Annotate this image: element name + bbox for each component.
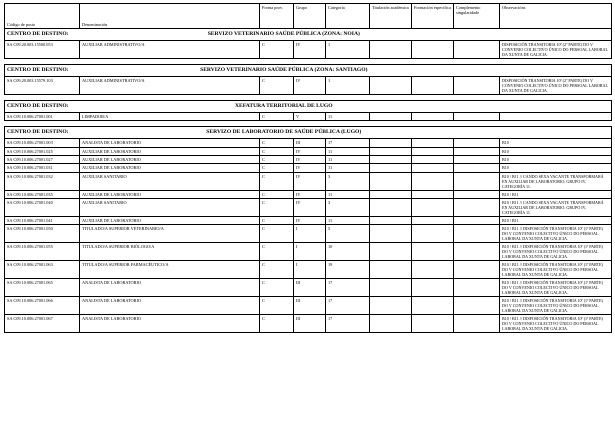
- row-code: SA C09.20.003.15579.103: [5, 76, 80, 94]
- row-code: SA C09.10.006.27001.041: [5, 216, 80, 224]
- row-formacion: [412, 279, 454, 297]
- section-label: CENTRO DE DESTINO:: [7, 129, 69, 136]
- row-forma-prov: C: [260, 198, 294, 216]
- row-categoria: 17: [326, 279, 370, 297]
- row-categoria: 11: [326, 164, 370, 172]
- row-forma-prov: C: [260, 164, 294, 172]
- row-observacions: B10 / B11 // CANDO SEXA VACANTE TRANSFORMARÁ EN AUXILIAR DE LABORATORIO, GRUPO IV, CATEGORÍA 11.: [500, 172, 612, 190]
- row-complemento: [454, 243, 500, 261]
- row-grupo: IV: [294, 190, 326, 198]
- row-grupo: I: [294, 243, 326, 261]
- row-titulacion: [370, 216, 412, 224]
- table-row: [5, 40, 612, 58]
- row-grupo: V: [294, 112, 326, 120]
- row-denomination: ANALISTA DE LABORATORIO: [80, 315, 260, 333]
- row-denomination: AUXILIAR DE LABORATORIO: [80, 190, 260, 198]
- row-denomination: AUXILIAR SANITARIO: [80, 198, 260, 216]
- row-forma-prov: C: [260, 112, 294, 120]
- row-formacion: [412, 147, 454, 155]
- row-complemento: [454, 76, 500, 94]
- section-header-cell: [5, 29, 612, 41]
- row-formacion: [412, 112, 454, 120]
- row-observacions: B10: [500, 147, 612, 155]
- table-row: [5, 315, 612, 333]
- column-header-titulacion: Titulación académica: [370, 4, 412, 29]
- job-positions-table: [4, 3, 612, 333]
- row-denomination: LIMPADOR/A: [80, 112, 260, 120]
- row-formacion: [412, 261, 454, 279]
- column-header-forma-prov: Forma prov.: [260, 4, 294, 29]
- row-denomination: TITULADO/A SUPERIOR VETERINARIO/A: [80, 225, 260, 243]
- row-forma-prov: C: [260, 216, 294, 224]
- row-denomination: AUXILIAR DE LABORATORIO: [80, 216, 260, 224]
- row-complemento: [454, 40, 500, 58]
- table-row: [5, 76, 612, 94]
- row-forma-prov: C: [260, 172, 294, 190]
- row-grupo: I: [294, 261, 326, 279]
- row-complemento: [454, 164, 500, 172]
- row-code: SA C09.10.006.27001.035: [5, 190, 80, 198]
- row-grupo: III: [294, 297, 326, 315]
- table-row: [5, 164, 612, 172]
- row-formacion: [412, 155, 454, 163]
- row-observacions: B10 / B11 // DISPOSICIÓN TRANSITORIA 10ª (1ª PARTE) DO V CONVENIO COLECTIVO ÚNICO DO PERSOAL LABORAL DA XUNTA DE GALICIA.: [500, 315, 612, 333]
- row-titulacion: [370, 297, 412, 315]
- table-row: [5, 172, 612, 190]
- row-forma-prov: C: [260, 155, 294, 163]
- row-forma-prov: C: [260, 243, 294, 261]
- section-header-cell: [5, 100, 612, 112]
- row-code: SA C09.10.006.27001.066: [5, 297, 80, 315]
- row-titulacion: [370, 172, 412, 190]
- row-formacion: [412, 198, 454, 216]
- section-header-row: [5, 29, 612, 41]
- row-categoria: 17: [326, 315, 370, 333]
- table-row: [5, 112, 612, 120]
- column-header-categoria: Categoría: [326, 4, 370, 29]
- table-row: [5, 155, 612, 163]
- table-header: [5, 4, 612, 29]
- row-complemento: [454, 279, 500, 297]
- row-formacion: [412, 297, 454, 315]
- row-formacion: [412, 139, 454, 147]
- row-forma-prov: C: [260, 297, 294, 315]
- row-formacion: [412, 40, 454, 58]
- row-denomination: AUXILIAR DE LABORATORIO: [80, 164, 260, 172]
- row-forma-prov: C: [260, 147, 294, 155]
- row-grupo: III: [294, 139, 326, 147]
- row-denomination: AUXILIAR DE LABORATORIO: [80, 155, 260, 163]
- row-grupo: IV: [294, 172, 326, 190]
- row-code: SA C09.10.006.27001.065: [5, 279, 80, 297]
- row-categoria: 19: [326, 261, 370, 279]
- row-code: SA C09.20.003.15500.053: [5, 40, 80, 58]
- row-observacions: [500, 112, 612, 120]
- row-complemento: [454, 112, 500, 120]
- row-grupo: IV: [294, 147, 326, 155]
- row-denomination: ANALISTA DE LABORATORIO: [80, 297, 260, 315]
- row-code: SA C09.10.006.27001.025: [5, 147, 80, 155]
- row-titulacion: [370, 147, 412, 155]
- row-observacions: B10 / B11: [500, 216, 612, 224]
- row-grupo: IV: [294, 155, 326, 163]
- row-forma-prov: C: [260, 315, 294, 333]
- row-titulacion: [370, 190, 412, 198]
- row-observacions: B10: [500, 164, 612, 172]
- row-forma-prov: C: [260, 190, 294, 198]
- row-code: SA C09.10.006.27001.031: [5, 164, 80, 172]
- row-titulacion: [370, 261, 412, 279]
- row-titulacion: [370, 76, 412, 94]
- row-denomination: ANALISTA DE LABORATORIO: [80, 279, 260, 297]
- row-forma-prov: C: [260, 40, 294, 58]
- section-header-cell: [5, 64, 612, 76]
- row-code: SA C09.10.006.27001.040: [5, 198, 80, 216]
- table-row: [5, 279, 612, 297]
- row-grupo: III: [294, 315, 326, 333]
- row-observacions: B10 / B11 // DISPOSICIÓN TRANSITORIA 10ª (1ª PARTE) DO V CONVENIO COLECTIVO ÚNICO DO PERSOAL LABORAL DA XUNTA DE GALICIA.: [500, 279, 612, 297]
- section-label: CENTRO DE DESTINO:: [7, 102, 69, 109]
- row-complemento: [454, 216, 500, 224]
- row-categoria: 1: [326, 76, 370, 94]
- section-title: SERVIZO VETERINARIO SAÚDE PÚBLICA (ZONA: SANTIAGO): [200, 66, 368, 73]
- row-grupo: III: [294, 279, 326, 297]
- row-complemento: [454, 261, 500, 279]
- row-formacion: [412, 190, 454, 198]
- row-code: SA C09.10.006.27001.032: [5, 172, 80, 190]
- section-title: SERVIZO DE LABORATORIO DE SAÚDE PÚBLICA (LUGO): [206, 129, 362, 136]
- row-formacion: [412, 315, 454, 333]
- row-complemento: [454, 225, 500, 243]
- row-code: SA C09.10.006.27001.055: [5, 243, 80, 261]
- section-header-row: [5, 100, 612, 112]
- row-forma-prov: C: [260, 139, 294, 147]
- section-title: SERVIZO VETERINARIO SAÚDE PÚBLICA (ZONA: NOIA): [207, 31, 360, 37]
- row-code: SA C09.10.006.27001.027: [5, 155, 80, 163]
- row-observacions: B10 / B11 // DISPOSICIÓN TRANSITORIA 10ª (1ª PARTE) DO V CONVENIO COLECTIVO ÚNICO DO PERSOAL LABORAL DA XUNTA DE GALICIA.: [500, 261, 612, 279]
- row-categoria: 11: [326, 216, 370, 224]
- row-observacions: B10: [500, 155, 612, 163]
- table-row: [5, 261, 612, 279]
- column-header-grupo: Grupo: [294, 4, 326, 29]
- row-grupo: IV: [294, 76, 326, 94]
- row-denomination: AUXILIAR ADMINISTRATIVO/A: [80, 76, 260, 94]
- section-label: CENTRO DE DESTINO:: [7, 31, 69, 37]
- row-formacion: [412, 76, 454, 94]
- column-header-denomination: Denominación: [80, 4, 260, 29]
- row-complemento: [454, 172, 500, 190]
- row-forma-prov: C: [260, 261, 294, 279]
- row-grupo: IV: [294, 164, 326, 172]
- row-categoria: 3: [326, 198, 370, 216]
- row-denomination: AUXILIAR SANITARIO: [80, 172, 260, 190]
- row-denomination: AUXILIAR DE LABORATORIO: [80, 147, 260, 155]
- row-grupo: IV: [294, 40, 326, 58]
- row-formacion: [412, 243, 454, 261]
- table-body: [5, 29, 612, 333]
- section-header-row: [5, 64, 612, 76]
- row-formacion: [412, 216, 454, 224]
- row-code: SA C09.10.006.27001.001: [5, 112, 80, 120]
- table-row: [5, 139, 612, 147]
- header-row: [5, 4, 612, 29]
- section-title: XEFATURA TERRITORIAL DE LUGO: [234, 102, 333, 109]
- row-titulacion: [370, 315, 412, 333]
- row-forma-prov: C: [260, 76, 294, 94]
- row-titulacion: [370, 279, 412, 297]
- row-forma-prov: C: [260, 225, 294, 243]
- row-denomination: TITULADO/A SUPERIOR FARMACÉUTICO/A: [80, 261, 260, 279]
- row-code: SA C09.10.006.27001.003: [5, 139, 80, 147]
- row-complemento: [454, 315, 500, 333]
- row-observacions: B10 / B11 // DISPOSICIÓN TRANSITORIA 10ª (1ª PARTE) DO V CONVENIO COLECTIVO ÚNICO DO PERSOAL LABORAL DA XUNTA DE GALICIA.: [500, 243, 612, 261]
- table-row: [5, 198, 612, 216]
- table-row: [5, 225, 612, 243]
- row-titulacion: [370, 139, 412, 147]
- row-observacions: B10 / B11 // CANDO SEXA VACANTE TRANSFORMARÁ EN AUXILIAR DE LABORATORIO, GRUPO IV, CATEGORÍA 11.: [500, 198, 612, 216]
- row-titulacion: [370, 243, 412, 261]
- row-complemento: [454, 297, 500, 315]
- row-observacions: B10 / B11 // DISPOSICIÓN TRANSITORIA 10ª (1ª PARTE) DO V CONVENIO COLECTIVO ÚNICO DO PERSOAL LABORAL DA XUNTA DE GALICIA.: [500, 225, 612, 243]
- row-categoria: 1: [326, 40, 370, 58]
- table-row: [5, 147, 612, 155]
- row-grupo: IV: [294, 198, 326, 216]
- column-header-code: Código de posto: [5, 4, 80, 29]
- row-grupo: I: [294, 225, 326, 243]
- row-categoria: 11: [326, 112, 370, 120]
- row-observacions: B10: [500, 139, 612, 147]
- row-formacion: [412, 164, 454, 172]
- row-grupo: IV: [294, 216, 326, 224]
- row-titulacion: [370, 112, 412, 120]
- row-categoria: 10: [326, 243, 370, 261]
- row-code: SA C09.10.006.27001.067: [5, 315, 80, 333]
- section-label: CENTRO DE DESTINO:: [7, 66, 69, 73]
- row-complemento: [454, 155, 500, 163]
- row-denomination: AUXILIAR ADMINISTRATIVO/A: [80, 40, 260, 58]
- row-categoria: 17: [326, 297, 370, 315]
- row-forma-prov: C: [260, 279, 294, 297]
- row-code: SA C09.10.006.27001.050: [5, 225, 80, 243]
- row-categoria: 11: [326, 147, 370, 155]
- row-complemento: [454, 147, 500, 155]
- row-complemento: [454, 198, 500, 216]
- table-row: [5, 297, 612, 315]
- row-categoria: 3: [326, 172, 370, 190]
- table-row: [5, 216, 612, 224]
- section-header-cell: [5, 127, 612, 139]
- table-row: [5, 190, 612, 198]
- row-categoria: 11: [326, 190, 370, 198]
- row-formacion: [412, 172, 454, 190]
- row-titulacion: [370, 155, 412, 163]
- row-formacion: [412, 225, 454, 243]
- row-denomination: TITULADO/A SUPERIOR BIÓLOGO/A: [80, 243, 260, 261]
- row-titulacion: [370, 225, 412, 243]
- row-titulacion: [370, 198, 412, 216]
- row-observacions: DISPOSICIÓN TRANSITORIA 10ª (2º PARTE) DO V CONVENIO COLECTIVO ÚNICO DO PERSOAL LABORAL DA XUNTA DE GALICIA.: [500, 40, 612, 58]
- section-header-row: [5, 127, 612, 139]
- column-header-formacion: Formación específica: [412, 4, 454, 29]
- table-row: [5, 243, 612, 261]
- row-titulacion: [370, 40, 412, 58]
- row-categoria: 17: [326, 139, 370, 147]
- row-complemento: [454, 190, 500, 198]
- row-categoria: 11: [326, 155, 370, 163]
- row-observacions: B10 / B11 // DISPOSICIÓN TRANSITORIA 10ª (1ª PARTE) DO V CONVENIO COLECTIVO ÚNICO DO PERSOAL LABORAL DA XUNTA DE GALICIA.: [500, 297, 612, 315]
- row-code: SA C09.10.006.27001.063: [5, 261, 80, 279]
- row-complemento: [454, 139, 500, 147]
- column-header-observacions: Observacións: [500, 4, 612, 29]
- row-categoria: 5: [326, 225, 370, 243]
- row-titulacion: [370, 164, 412, 172]
- row-denomination: ANALISTA DE LABORATORIO: [80, 139, 260, 147]
- column-header-complemento: Complemento singularidade: [454, 4, 500, 29]
- row-observacions: B10 / B11: [500, 190, 612, 198]
- row-observacions: DISPOSICIÓN TRANSITORIA 10ª (2º PARTE) DO V CONVENIO COLECTIVO ÚNICO DO PERSOAL LABORAL DA XUNTA DE GALICIA.: [500, 76, 612, 94]
